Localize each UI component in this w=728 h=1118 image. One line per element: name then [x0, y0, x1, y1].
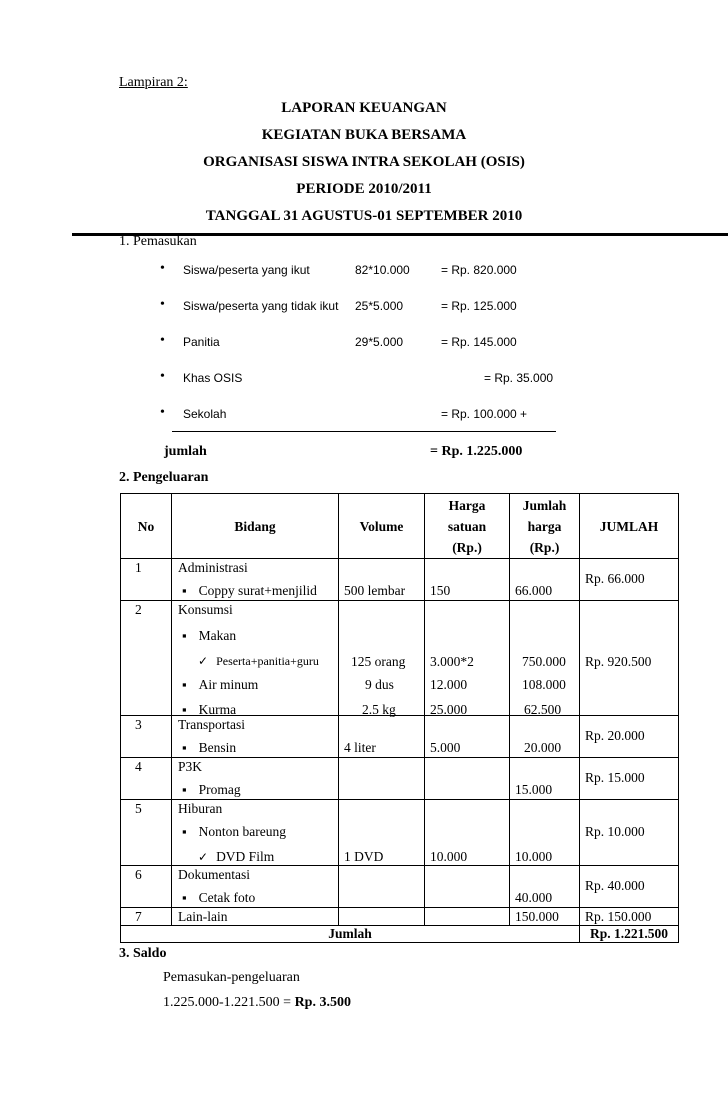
- row-category: Transportasi: [178, 717, 246, 732]
- bullet-icon: •: [160, 333, 165, 348]
- income-name: Siswa/peserta yang ikut: [183, 263, 310, 277]
- row-category: Hiburan: [178, 801, 223, 816]
- lampiran-label: Lampiran 2:: [119, 75, 188, 90]
- income-calc: 25*5.000: [355, 299, 404, 313]
- row-volume: 125 orang: [351, 654, 406, 669]
- row-subtotal: 20.000: [524, 740, 562, 755]
- row-item: ▪ Makan: [182, 628, 236, 644]
- table-row: [121, 908, 679, 926]
- income-name: Panitia: [183, 335, 220, 349]
- header-no: No: [121, 494, 172, 559]
- income-amount: = Rp. 35.000: [484, 371, 554, 385]
- row-price: 25.000: [430, 702, 468, 717]
- income-name: Khas OSIS: [183, 371, 243, 385]
- expense-table: [120, 493, 679, 943]
- income-calc: 82*10.000: [355, 263, 410, 277]
- row-item: ▪ Air minum: [182, 677, 258, 693]
- row-item: ▪ Promag: [182, 782, 241, 798]
- table-row: [121, 559, 679, 601]
- income-calc: 29*5.000: [355, 335, 404, 349]
- pemasukan-heading: 1. Pemasukan: [119, 234, 197, 249]
- bullet-icon: •: [160, 369, 165, 384]
- table-row: [121, 758, 679, 800]
- row-subtotal: 10.000: [515, 849, 553, 864]
- row-volume: 4 liter: [344, 740, 376, 755]
- row-price: 10.000: [430, 849, 468, 864]
- row-item: ▪ Cetak foto: [182, 890, 255, 906]
- row-volume: 9 dus: [365, 677, 394, 692]
- row-total: Rp. 920.500: [585, 654, 652, 669]
- row-no: 5: [135, 801, 142, 816]
- row-item: ▪ Kurma: [182, 702, 236, 718]
- saldo-result: Rp. 3.500: [294, 995, 351, 1010]
- row-subtotal: 40.000: [515, 890, 553, 905]
- row-volume: 500 lembar: [344, 583, 406, 598]
- row-no: 6: [135, 867, 142, 882]
- bullet-icon: •: [160, 405, 165, 420]
- header-bidang: Bidang: [172, 494, 339, 559]
- row-category: Konsumsi: [178, 602, 233, 617]
- row-total: Rp. 10.000: [585, 824, 645, 839]
- row-category: Lain-lain: [178, 909, 228, 924]
- income-name: Siswa/peserta yang tidak ikut: [183, 299, 339, 313]
- bullet-icon: •: [160, 261, 165, 276]
- row-no: 4: [135, 759, 142, 774]
- row-subitem: ✓ Peserta+panitia+guru: [198, 654, 319, 669]
- table-row: [121, 716, 679, 758]
- header-jumlah-harga: Jumlah harga (Rp.): [510, 494, 580, 559]
- row-no: 2: [135, 602, 142, 617]
- bullet-icon: •: [160, 297, 165, 312]
- row-item: ▪ Nonton bareung: [182, 824, 286, 840]
- row-subtotal: 108.000: [522, 677, 566, 692]
- row-price: 3.000*2: [430, 654, 474, 669]
- row-total: Rp. 20.000: [585, 728, 645, 743]
- row-category: Dokumentasi: [178, 867, 250, 882]
- saldo-calc: 1.225.000-1.221.500 =: [163, 995, 295, 1010]
- header-harga-satuan: Harga satuan (Rp.): [425, 494, 510, 559]
- table-row: [121, 601, 679, 716]
- income-amount: = Rp. 100.000 +: [441, 407, 528, 421]
- row-subtotal: 150.000: [515, 909, 559, 924]
- row-item: ▪ Bensin: [182, 740, 236, 756]
- title-line-1: LAPORAN KEUANGAN: [281, 100, 447, 116]
- title-line-2: KEGIATAN BUKA BERSAMA: [261, 127, 467, 143]
- row-category: P3K: [178, 759, 203, 774]
- row-total: Rp. 150.000: [585, 909, 652, 924]
- table-row: [121, 866, 679, 908]
- table-total-row: [121, 926, 679, 943]
- row-subitem: ✓ DVD Film: [198, 849, 274, 865]
- income-amount: = Rp. 125.000: [441, 299, 517, 313]
- row-volume: 2.5 kg: [362, 702, 396, 717]
- income-total-label: jumlah: [164, 444, 207, 459]
- row-subtotal: 62.500: [524, 702, 562, 717]
- row-no: 7: [135, 909, 142, 924]
- title-line-4: PERIODE 2010/2011: [296, 181, 432, 197]
- income-total-value: = Rp. 1.225.000: [430, 444, 523, 459]
- row-price: 5.000: [430, 740, 461, 755]
- row-item: ▪ Coppy surat+menjilid: [182, 583, 317, 599]
- header-jumlah: JUMLAH: [580, 494, 679, 559]
- row-subtotal: 15.000: [515, 782, 553, 797]
- row-volume: 1 DVD: [344, 849, 384, 864]
- saldo-line-1: Pemasukan-pengeluaran: [163, 970, 300, 985]
- income-name: Sekolah: [183, 407, 227, 421]
- row-total: Rp. 40.000: [585, 878, 645, 893]
- table-header-row: [121, 494, 679, 559]
- income-amount: = Rp. 145.000: [441, 335, 517, 349]
- pengeluaran-heading: 2. Pengeluaran: [119, 470, 209, 485]
- row-total: Rp. 66.000: [585, 571, 645, 586]
- income-amount: = Rp. 820.000: [441, 263, 517, 277]
- table-total-value: Rp. 1.221.500: [580, 926, 679, 943]
- row-subtotal: 66.000: [515, 583, 553, 598]
- header-volume: Volume: [339, 494, 425, 559]
- sum-line: [172, 431, 556, 432]
- saldo-line-2: [163, 995, 351, 1011]
- title-line-3: ORGANISASI SISWA INTRA SEKOLAH (OSIS): [203, 154, 525, 170]
- title-line-5: TANGGAL 31 AGUSTUS-01 SEPTEMBER 2010: [205, 208, 523, 224]
- row-category: Administrasi: [178, 560, 248, 575]
- row-price: 12.000: [430, 677, 468, 692]
- table-row: [121, 800, 679, 866]
- row-no: 3: [135, 717, 142, 732]
- row-price: 150: [430, 583, 451, 598]
- row-subtotal: 750.000: [522, 654, 566, 669]
- table-total-label: Jumlah: [121, 926, 580, 943]
- row-no: 1: [135, 560, 142, 575]
- saldo-heading: 3. Saldo: [119, 946, 167, 961]
- row-total: Rp. 15.000: [585, 770, 645, 785]
